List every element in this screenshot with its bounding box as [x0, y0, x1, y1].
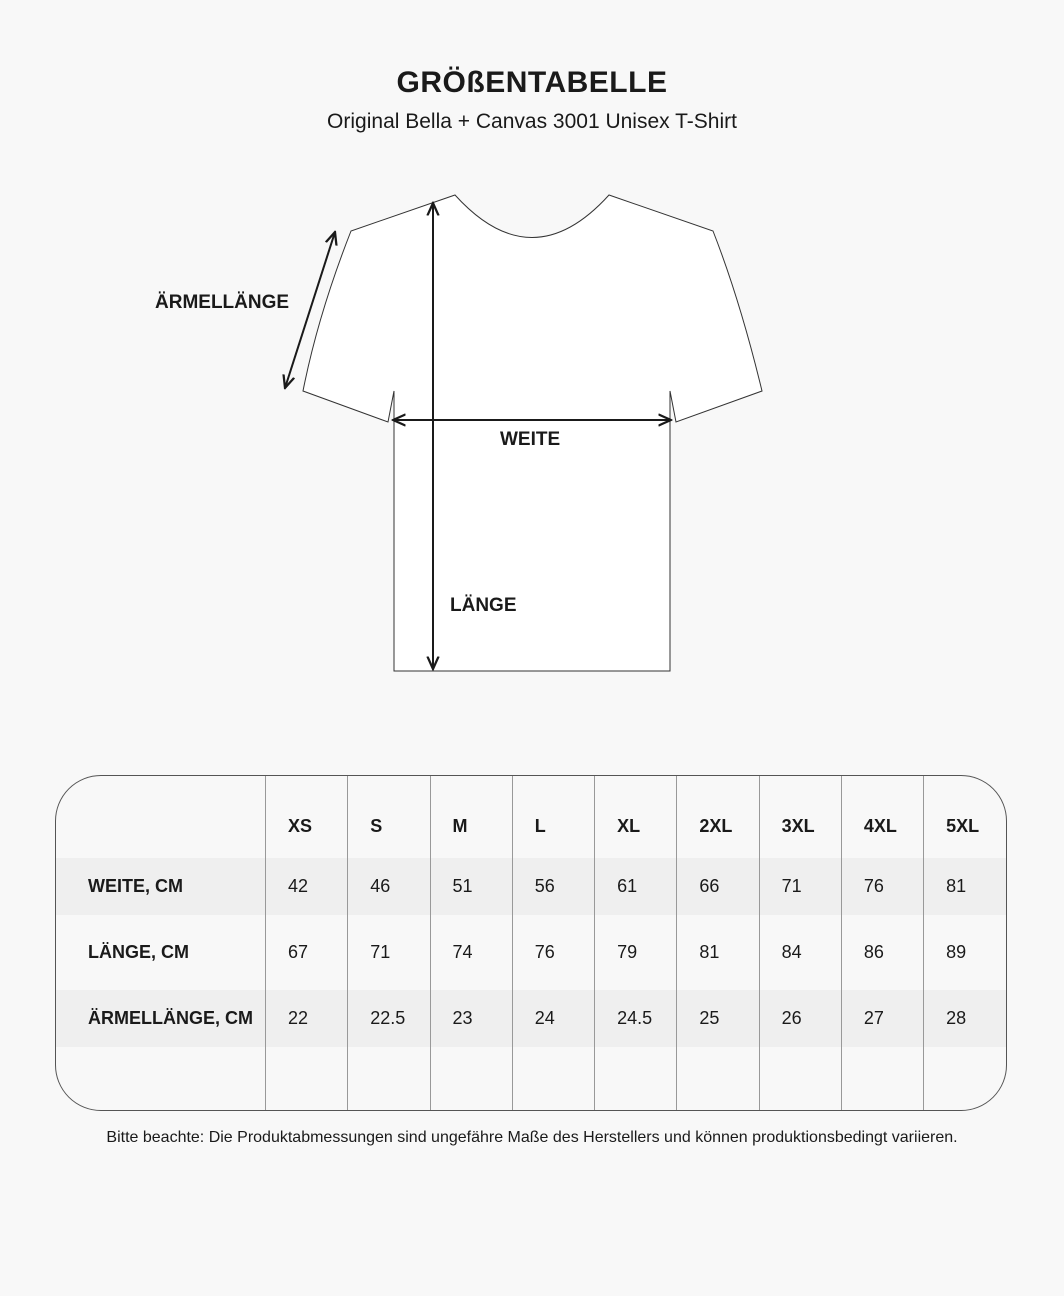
- header-empty-cell: [56, 776, 266, 858]
- table-cell: 61: [595, 858, 677, 915]
- table-cell: 74: [430, 915, 512, 990]
- size-header-row: [56, 776, 1006, 858]
- spacer-cell: [266, 1047, 348, 1111]
- page-title: GRÖßENTABELLE: [396, 66, 668, 99]
- row-label: LÄNGE, CM: [88, 942, 189, 962]
- table-row-width: [56, 858, 1006, 915]
- size-header: XS: [266, 776, 348, 858]
- table-cell: 79: [595, 915, 677, 990]
- table-cell: 84: [759, 915, 841, 990]
- size-header: L: [512, 776, 594, 858]
- width-label: WEITE: [500, 429, 561, 450]
- spacer-cell: [430, 1047, 512, 1111]
- spacer-cell: [759, 1047, 841, 1111]
- table-cell: 67: [266, 915, 348, 990]
- table-cell: 25: [677, 990, 759, 1047]
- table-cell: 46: [348, 858, 430, 915]
- table-cell: 26: [759, 990, 841, 1047]
- table-cell: 42: [266, 858, 348, 915]
- table-cell: 81: [924, 858, 1006, 915]
- size-header: 5XL: [924, 776, 1006, 858]
- table-cell: 22.5: [348, 990, 430, 1047]
- spacer-cell: [677, 1047, 759, 1111]
- row-label: WEITE, CM: [56, 858, 266, 915]
- table-cell: 89: [924, 915, 1006, 990]
- spacer-cell: [841, 1047, 923, 1111]
- spacer-cell: [595, 1047, 677, 1111]
- size-header: 3XL: [759, 776, 841, 858]
- table-row-sleeve-length: [56, 990, 1006, 1047]
- table-cell: 23: [430, 990, 512, 1047]
- table-cell: 86: [841, 915, 923, 990]
- size-header: XL: [595, 776, 677, 858]
- table-cell: 76: [512, 915, 594, 990]
- table-cell: 27: [841, 990, 923, 1047]
- table-cell: 22: [266, 990, 348, 1047]
- page-subtitle: Original Bella + Canvas 3001 Unisex T-Shirt: [327, 110, 737, 133]
- table-row-length: [56, 915, 1006, 990]
- spacer-cell: [56, 1047, 266, 1111]
- spacer-cell: [348, 1047, 430, 1111]
- table-cell: 24.5: [595, 990, 677, 1047]
- table-cell: 71: [348, 915, 430, 990]
- spacer-cell: [924, 1047, 1006, 1111]
- size-table-container: [55, 775, 1007, 1111]
- spacer-cell: [512, 1047, 594, 1111]
- row-label: ÄRMELLÄNGE, CM: [56, 990, 266, 1047]
- size-header: M: [430, 776, 512, 858]
- table-cell: 66: [677, 858, 759, 915]
- table-cell: 81: [677, 915, 759, 990]
- sleeve-length-label: ÄRMELLÄNGE: [155, 292, 290, 313]
- disclaimer-note: Bitte beachte: Die Produktabmessungen sind ungefähre Maße des Herstellers und können produktionsbedingt variieren.: [106, 1129, 958, 1146]
- table-cell: 56: [512, 858, 594, 915]
- size-header: 4XL: [841, 776, 923, 858]
- table-cell: 28: [924, 990, 1006, 1047]
- table-cell: 51: [430, 858, 512, 915]
- length-label: LÄNGE: [450, 595, 517, 616]
- table-spacer-row: [56, 1047, 1006, 1111]
- size-header: 2XL: [677, 776, 759, 858]
- table-cell: 71: [759, 858, 841, 915]
- table-cell: 24: [512, 990, 594, 1047]
- table-cell: 76: [841, 858, 923, 915]
- size-table: [56, 776, 1006, 1111]
- size-header: S: [348, 776, 430, 858]
